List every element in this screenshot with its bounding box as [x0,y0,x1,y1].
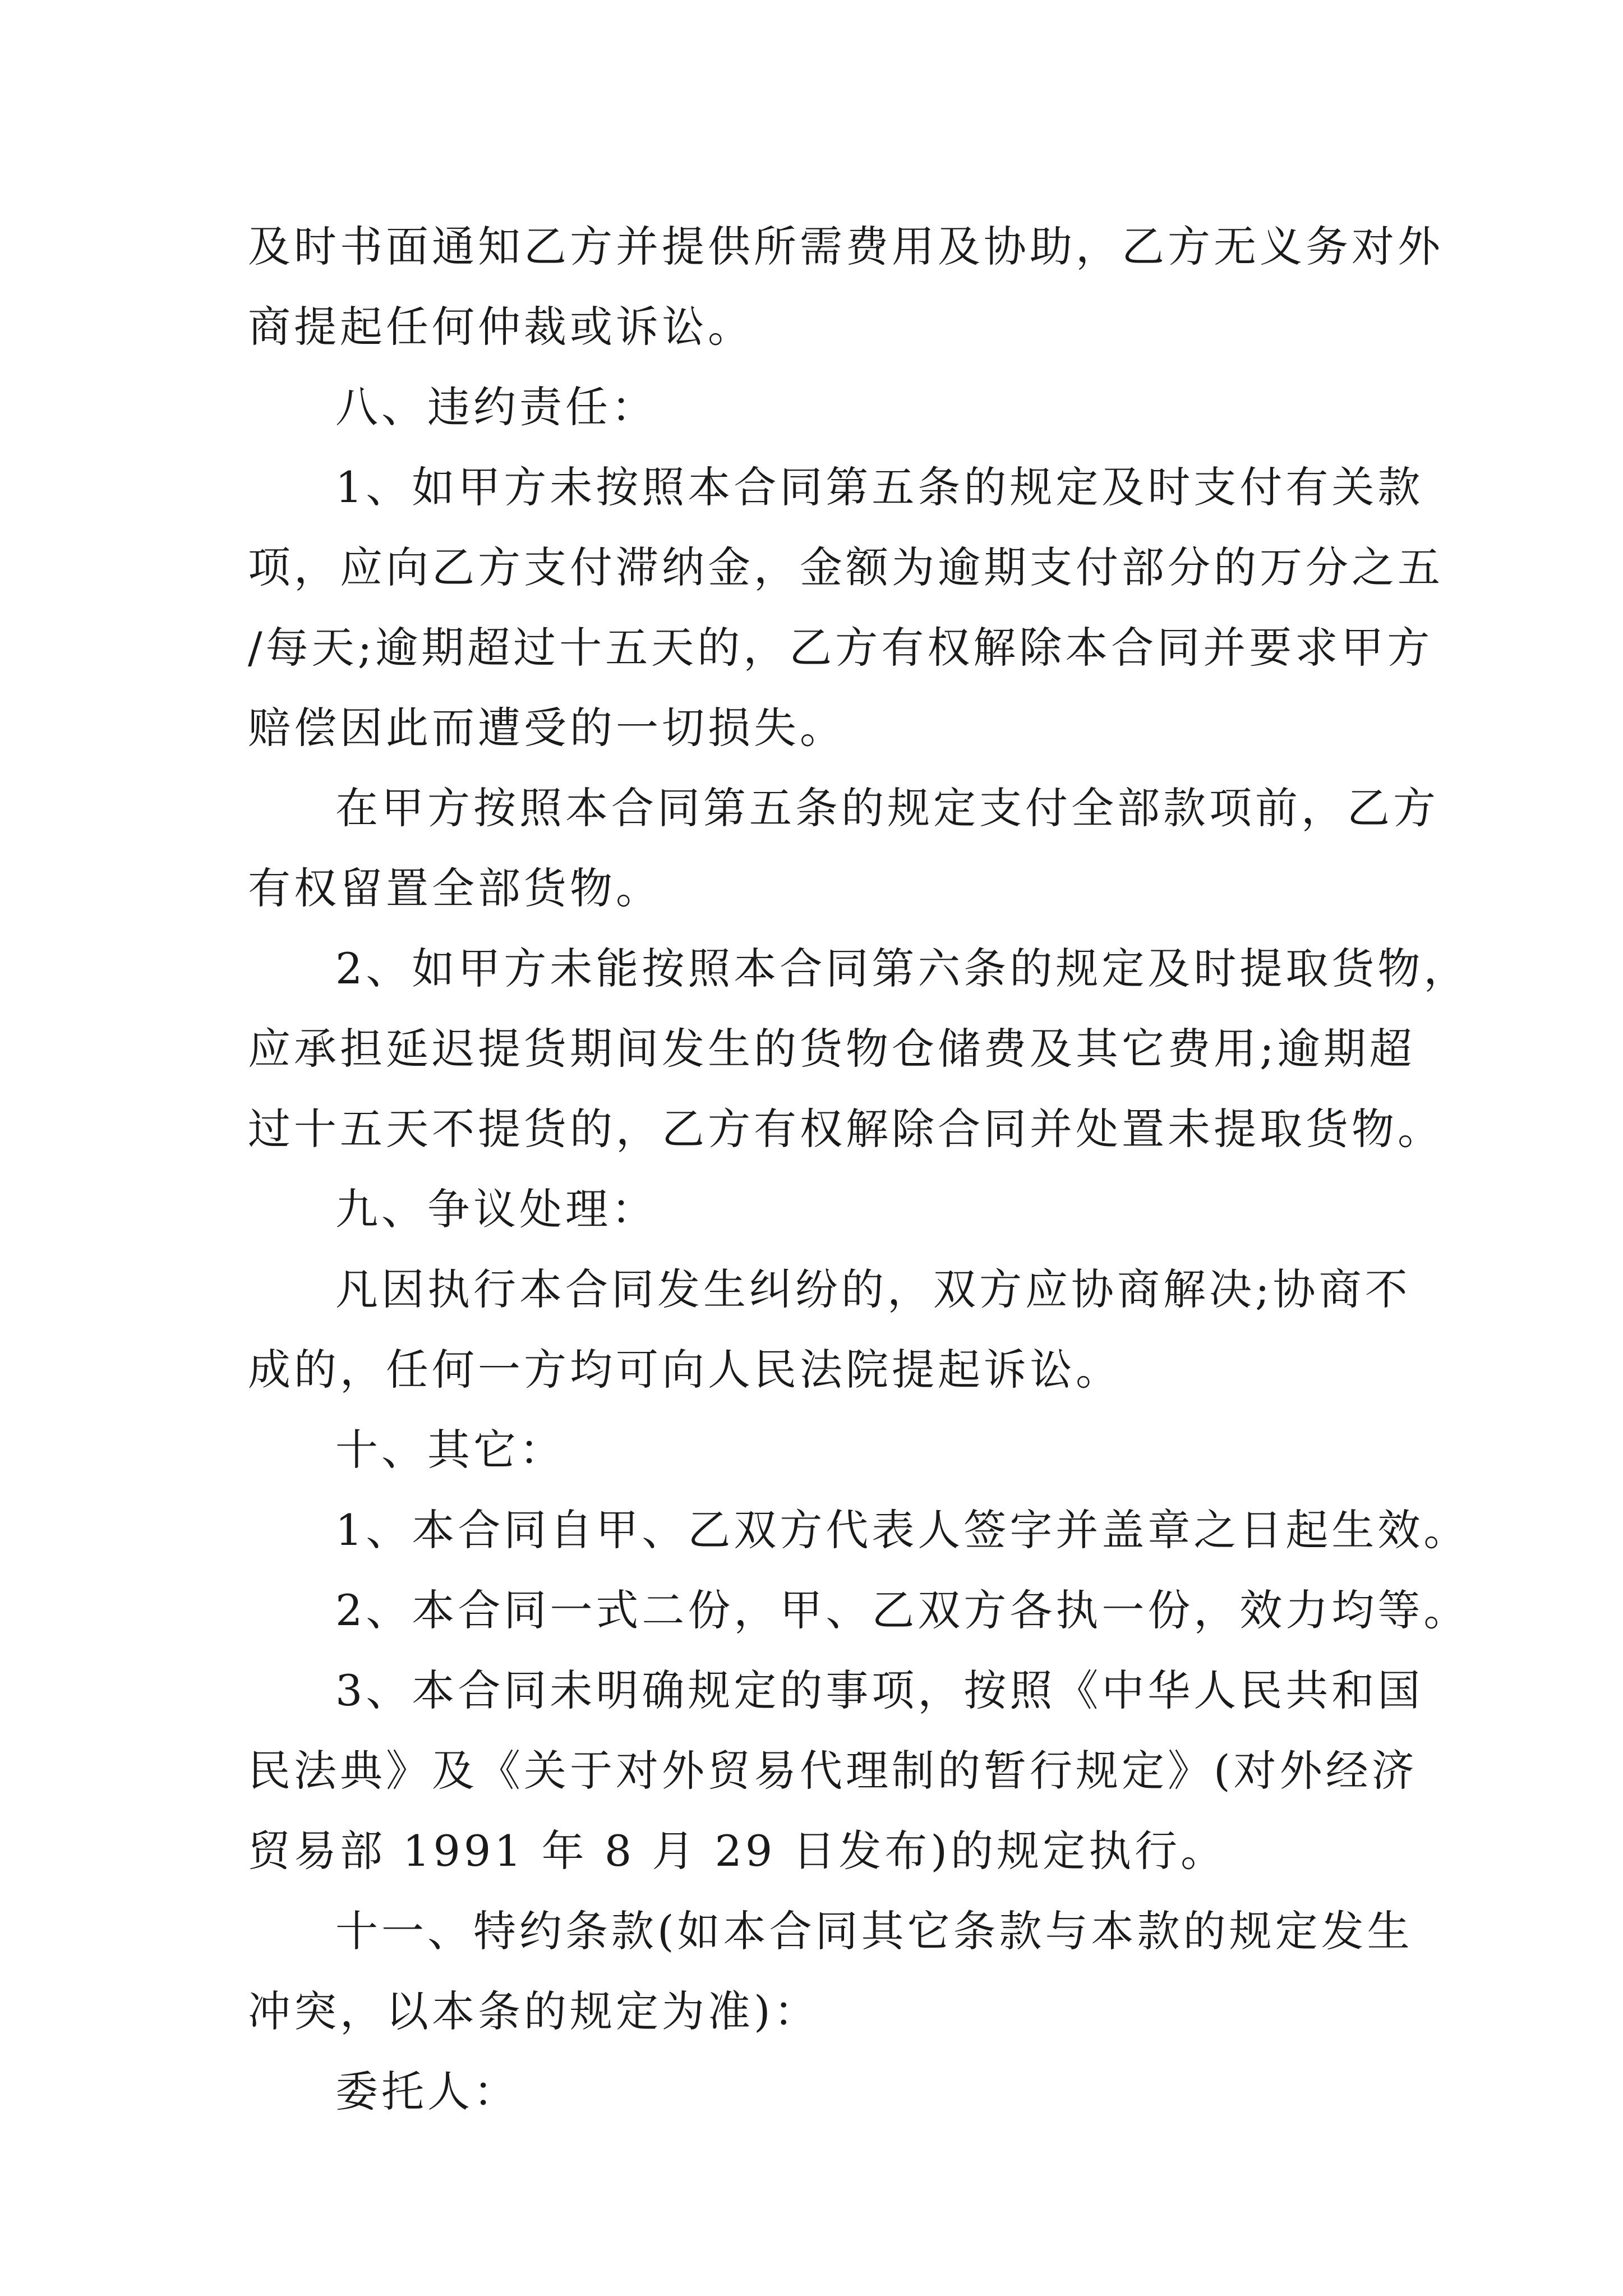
text-line: 1、如甲方未按照本合同第五条的规定及时支付有关款 [335,462,1424,512]
text-line: 赔偿因此而遭受的一切损失。 [248,703,846,753]
text-line: 过十五天不提货的，乙方有权解除合同并处置未提取货物。 [248,1104,1444,1154]
section-heading: 九、争议处理： [335,1184,657,1234]
text-line: 应承担延迟提货期间发生的货物仓储费及其它费用;逾期超 [248,1024,1415,1074]
text-line: 1、本合同自甲、乙双方代表人签字并盖章之日起生效。 [335,1505,1470,1555]
signature-label: 委托人： [335,2067,519,2116]
text-line: 2、如甲方未能按照本合同第六条的规定及时提取货物， [335,944,1470,993]
section-heading: 八、违约责任： [335,382,657,432]
text-line: 凡因执行本合同发生纠纷的，双方应协商解决;协商不 [335,1264,1411,1314]
text-line: 2、本合同一式二份，甲、乙双方各执一份，效力均等。 [335,1585,1470,1635]
section-heading: 十、其它： [335,1425,565,1475]
text-line: 贸易部 1991 年 8 月 29 日发布)的规定执行。 [248,1826,1227,1876]
text-line: 成的，任何一方均可向人民法院提起诉讼。 [248,1345,1122,1395]
document-body [248,206,1470,2132]
text-line: 有权留置全部货物。 [248,863,662,913]
text-line: 3、本合同未明确规定的事项，按照《中华人民共和国 [335,1665,1424,1715]
text-line: 冲突，以本条的规定为准)： [248,1986,820,2036]
text-line: 在甲方按照本合同第五条的规定支付全部款项前，乙方 [335,783,1439,833]
text-line: 及时书面通知乙方并提供所需费用及协助，乙方无义务对外 [248,222,1444,272]
text-line: 项，应向乙方支付滞纳金，金额为逾期支付部分的万分之五 [248,542,1444,592]
section-heading: 十一、特约条款(如本合同其它条款与本款的规定发生 [335,1906,1413,1956]
text-line: 民法典》及《关于对外贸易代理制的暂行规定》(对外经济 [248,1746,1418,1796]
text-line: 商提起任何仲裁或诉讼。 [248,302,754,352]
text-line: /每天;逾期超过十五天的，乙方有权解除本合同并要求甲方 [248,623,1433,673]
